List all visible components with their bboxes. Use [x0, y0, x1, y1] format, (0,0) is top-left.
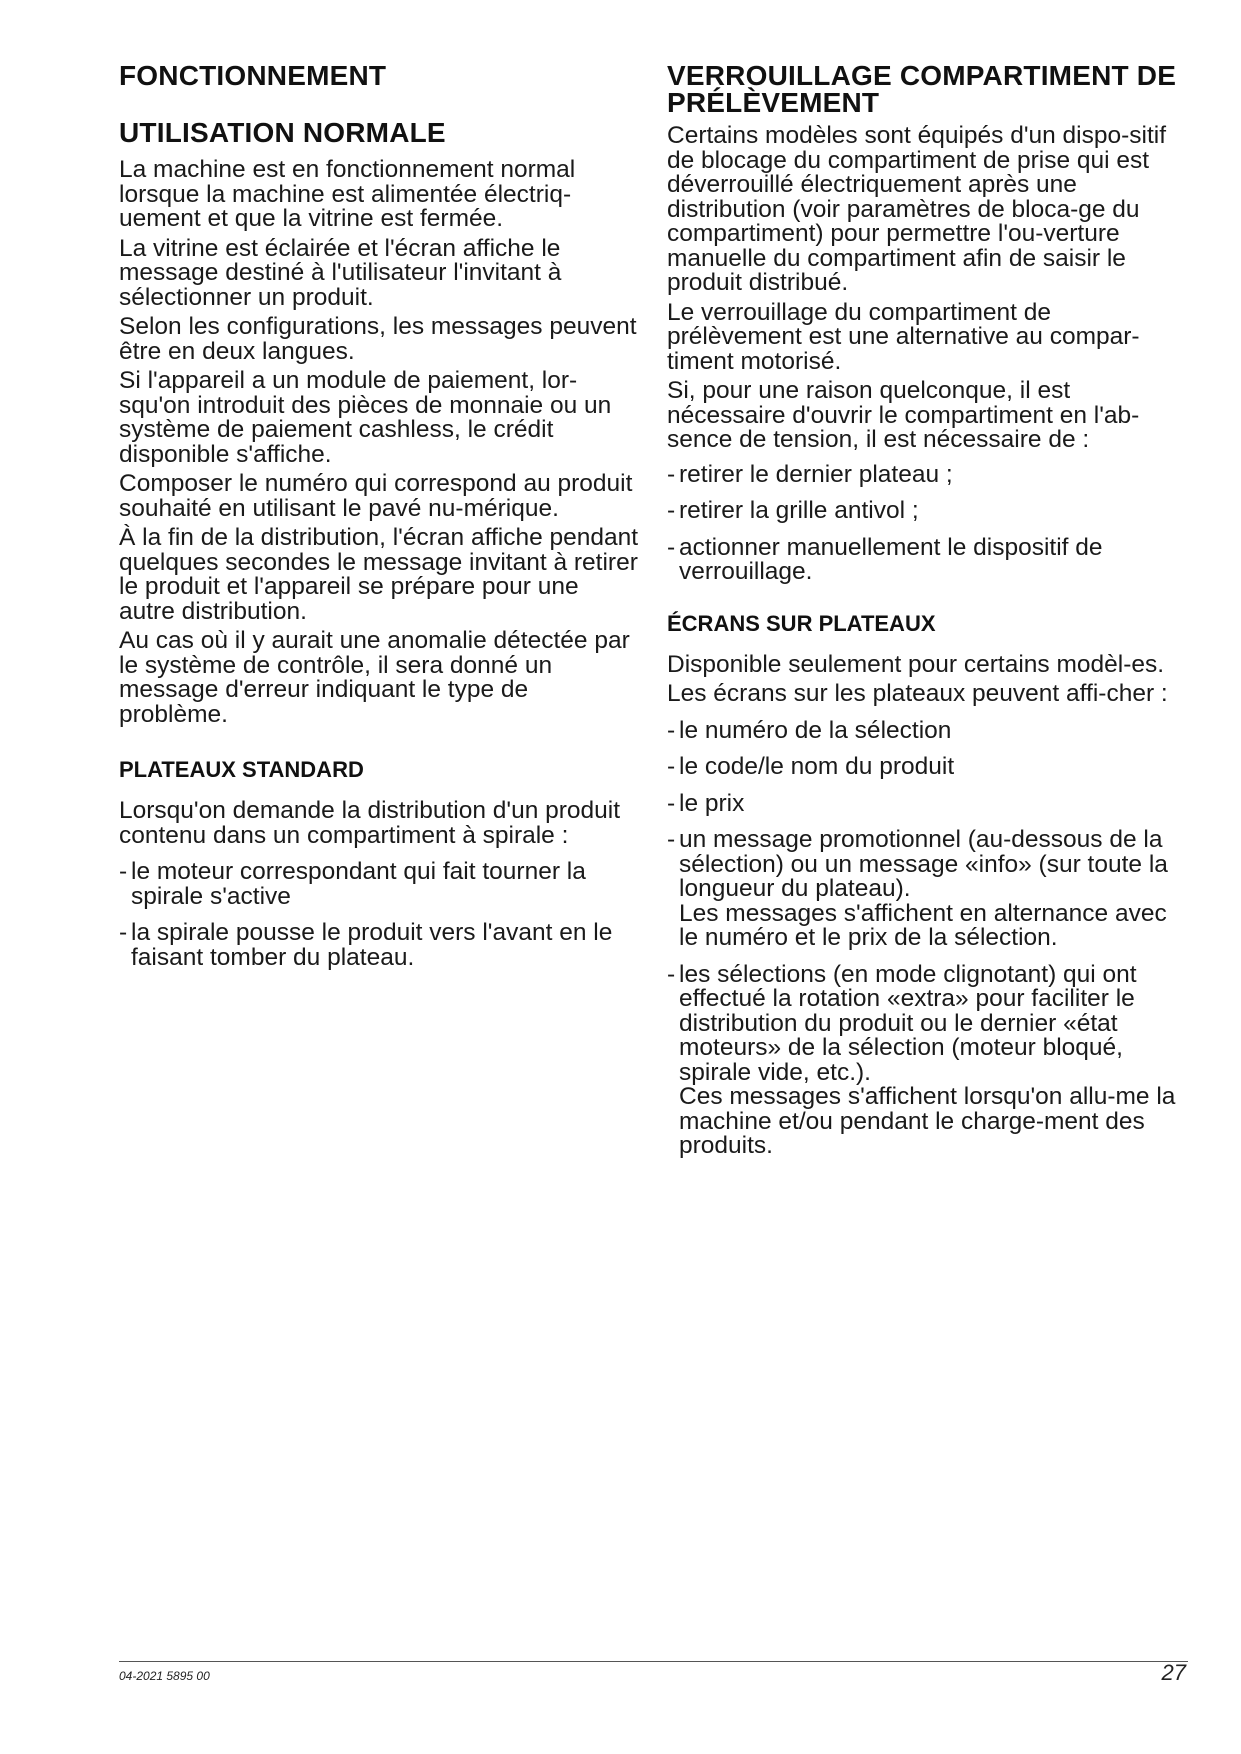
spiral-list — [119, 860, 639, 970]
paragraph: Certains modèles sont équipés d'un dispo-sitif de blocage du compartiment de prise qui est déverrouillé électriquement après une distribution (voir paramètres de bloca-ge du compartiment) pour permettre l'ou-verture manuelle du compartiment afin de saisir le produit distribué. — [667, 122, 1167, 296]
list-item-text: les sélections (en mode clignotant) qui ont effectué la rotation «extra» pour faciliter le distribution du produit ou le dernier «état moteurs» de la sélection (moteur bloqué, spirale vide, etc.). — [679, 960, 1137, 1086]
page-number: 27 — [1161, 1660, 1186, 1685]
unlock-steps-list — [667, 460, 1192, 585]
section-title: FONCTIONNEMENT — [119, 60, 387, 91]
paragraph: Composer le numéro qui correspond au produit souhaité en utilisant le pavé nu-mérique. — [119, 470, 633, 522]
paragraph: Si l'appareil a un module de paiement, lor-squ'on introduit des pièces de monnaie ou un système de paiement cashless, le crédit disponible s'affiche. — [119, 367, 612, 468]
paragraph: Les écrans sur les plateaux peuvent affi-cher : — [667, 680, 1168, 707]
list-item: - la spirale pousse le produit vers l'avant en le faisant tomber du plateau. — [119, 921, 639, 970]
list-item — [667, 960, 1192, 1159]
list-item-note: Les messages s'affichent en alternance avec le numéro et le prix de la sélection. — [679, 899, 1167, 951]
paragraph: Disponible seulement pour certains modèl-es. — [667, 650, 1165, 678]
paragraph: À la fin de la distribution, l'écran affiche pendant quelques secondes le message invitant à retirer le produit et l'appareil se prépare pour une autre distribution. — [119, 524, 639, 625]
document-code: 04-2021 5895 00 — [119, 1669, 210, 1683]
paragraph: Lorsqu'on demande la distribution d'un produit contenu dans un compartiment à spirale : — [119, 797, 621, 849]
list-item: - retirer le dernier plateau ; — [667, 463, 1192, 488]
list-item: - le numéro de la sélection — [667, 719, 1192, 744]
left-column — [119, 62, 639, 982]
list-item-text: un message promotionnel (au-dessous de la sélection) ou un message «info» (sur toute la longueur du plateau). — [679, 826, 1168, 902]
paragraph: Le verrouillage du compartiment de prélèvement est une alternative au compar-timent motorisé. — [667, 298, 1140, 375]
ecrans-plateaux-heading: ÉCRANS SUR PLATEAUX — [667, 610, 936, 636]
right-column — [667, 62, 1192, 1171]
list-item: - actionner manuellement le dispositif de verrouillage. — [667, 536, 1192, 585]
display-content-list — [667, 716, 1192, 1159]
paragraph: Au cas où il y aurait une anomalie détectée par le système de contrôle, il sera donné un message d'erreur indiquant le type de problème. — [119, 627, 630, 728]
footer-divider — [119, 1661, 1188, 1662]
paragraph: La machine est en fonctionnement normal lorsque la machine est alimentée électriq-uement et que la vitrine est fermée. — [119, 156, 576, 232]
list-item: - le code/le nom du produit — [667, 755, 1192, 780]
list-item: - retirer la grille antivol ; — [667, 499, 1192, 524]
list-item-note: Ces messages s'affichent lorsqu'on allu-me la machine et/ou pendant le charge-ment des produits. — [679, 1083, 1176, 1159]
paragraph: La vitrine est éclairée et l'écran affiche le message destiné à l'utilisateur l'invitant à sélectionner un produit. — [119, 234, 562, 311]
paragraph: Selon les configurations, les messages peuvent être en deux langues. — [119, 313, 637, 365]
list-item — [667, 828, 1192, 951]
section-title: VERROUILLAGE COMPARTIMENT DE PRÉLÈVEMENT — [667, 60, 1177, 118]
paragraph: Si, pour une raison quelconque, il est nécessaire d'ouvrir le compartiment en l'ab-sence de tension, il est nécessaire de : — [667, 377, 1140, 453]
subsection-title: UTILISATION NORMALE — [119, 117, 446, 148]
plateaux-standard-heading: PLATEAUX STANDARD — [119, 757, 364, 782]
list-item: - le prix — [667, 792, 1192, 817]
list-item: - le moteur correspondant qui fait tourner la spirale s'active — [119, 860, 639, 909]
